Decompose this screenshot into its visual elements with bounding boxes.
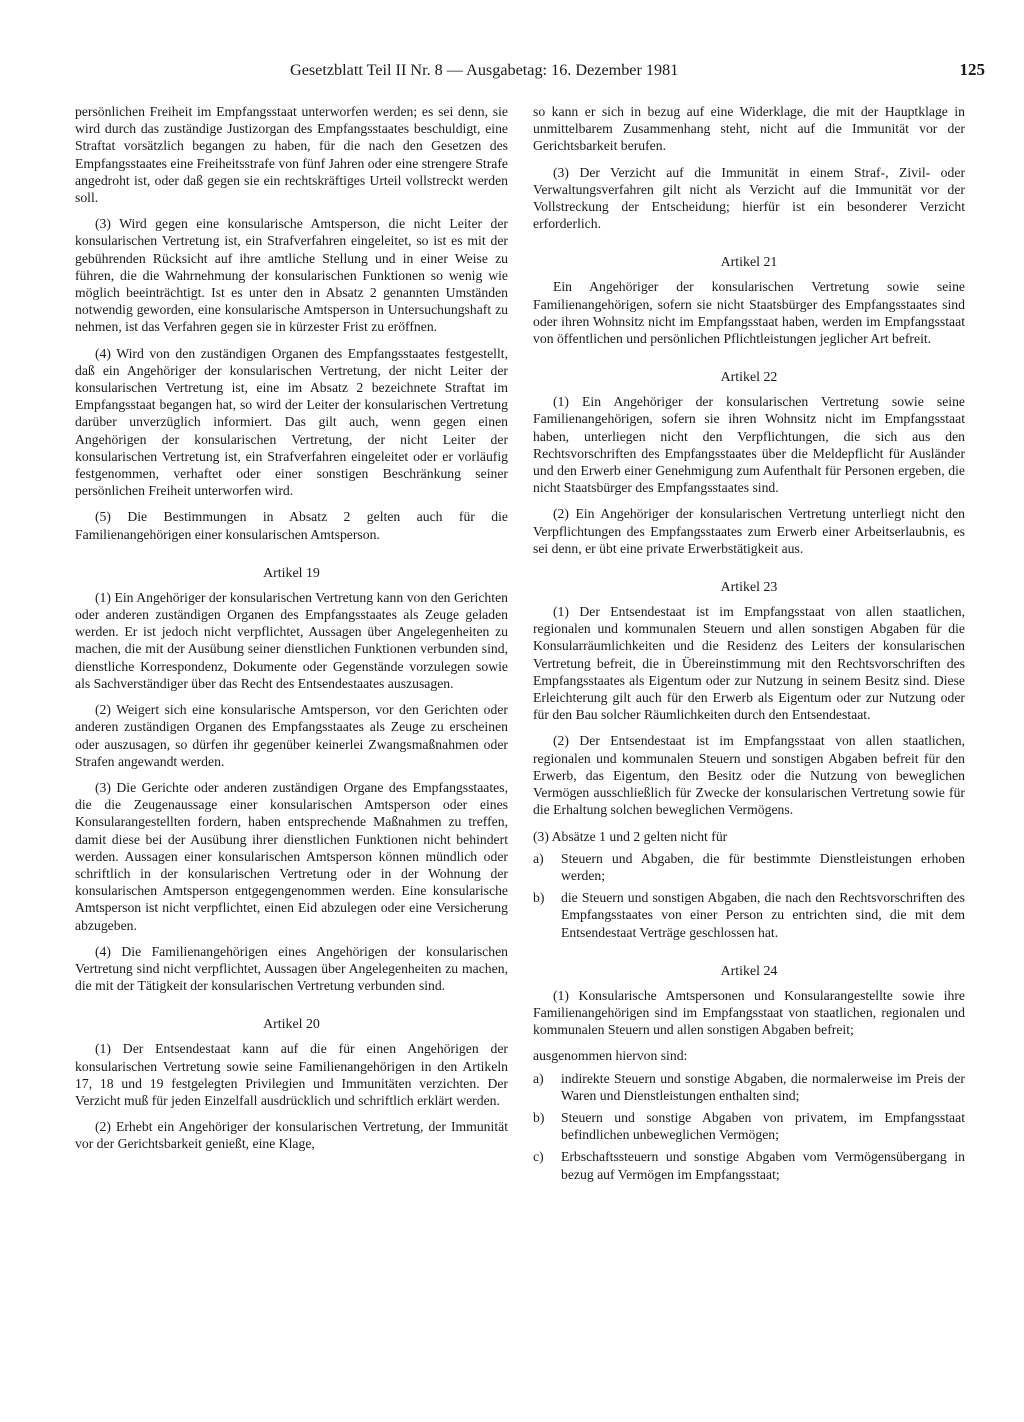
list-item: [533, 1109, 965, 1143]
exemption-list: [533, 850, 965, 941]
list-item: [533, 1070, 965, 1104]
list-marker: a): [533, 850, 544, 866]
list-item-text: Steuern und sonstige Abgaben von privatem, im Empfangsstaat befindlichen unbeweglichen Vermögen;: [561, 1109, 965, 1143]
paragraph: (5) Die Bestimmungen in Absatz 2 gelten auch für die Familienangehörigen einer konsularischen Amtsperson.: [75, 509, 508, 542]
list-item: [533, 1148, 965, 1182]
paragraph: (3) Der Verzicht auf die Immunität in einem Straf-, Zivil- oder Verwaltungsverfahren gilt nicht als Verzicht auf die Immunität vor der Vollstreckung der Entscheidung; hierfür ist ein besonderer Verzicht erforderlich.: [533, 164, 965, 232]
paragraph: (3) Absätze 1 und 2 gelten nicht für: [533, 828, 728, 844]
paragraph: (4) Wird von den zuständigen Organen des Empfangsstaates festgestellt, daß ein Angehöriger der konsularischen Vertretung, der nicht Leiter der konsularischen Vertretung ist, eine im Absatz 2 bezeichnete Straftat im Empfangsstaat begangen hat, so wird der Leiter der konsularischen Vertretung darüber unverzüglich informiert. Das gilt auch, wenn gegen einen Angehörigen der konsularischen Vertretung, der nicht Leiter der konsularischen Vertretung ist, ein Strafverfahren eingeleitet oder er vorläufig festgenommen, verhaftet oder einer sonstigen Beschränkung seiner persönlichen Freiheit unterworfen wird.: [75, 345, 508, 499]
paragraph: (3) Die Gerichte oder anderen zuständigen Organe des Empfangsstaates, die die Zeugenaussage einer konsularischen Amtsperson oder eines Konsularangestellten fordern, haben entsprechende Maßnahmen zu treffen, damit diese bei der Ausübung ihrer dienstlichen Funktionen nicht behindert werden. Aussagen einer konsularischen Amtsperson können mündlich oder schriftlich in der konsularischen Vertretung oder in der Wohnung der konsularischen Amtsperson entgegengenommen werden. Eine konsularische Amtsperson ist nicht verpflichtet, einen Eid abzulegen oder eine Versicherung abzugeben.: [75, 779, 508, 933]
paragraph: Ein Angehöriger der konsularischen Vertretung sowie seine Familienangehörigen, sofern sie nicht Staatsbürger des Empfangsstaates sind oder ihren Wohnsitz nicht im Empfangsstaat haben, werden im Empfangsstaat von öffentlichen und persönlichen Pflichtleistungen jeglicher Art befreit.: [533, 279, 965, 347]
list-item-text: Erbschaftssteuern und sonstige Abgaben vom Vermögensübergang in bezug auf Vermögen im Empfangsstaat;: [561, 1149, 965, 1182]
paragraph: (1) Der Entsendestaat kann auf die für einen Angehörigen der konsularischen Vertretung sowie seine Familienangehörigen in den Artikeln 17, 18 und 19 festgelegten Privilegien und Immunitäten verzichten. Der Verzicht muß für jeden Einzelfall ausdrücklich und schriftlich erklärt werden.: [75, 1041, 508, 1108]
paragraph: (3) Wird gegen eine konsularische Amtsperson, die nicht Leiter der konsularischen Vertretung ist, ein Strafverfahren eingeleitet, so ist es mit der gebührenden Rücksicht auf ihre amtliche Stellung und in einer Weise zu führen, die die Wahrnehmung der konsularischen Funktionen so wenig wie möglich beeinträchtigt. Ist es unter den in Absatz 2 genannten Umständen notwendig geworden, eine konsularische Amtsperson in Untersuchungshaft zu nehmen, ist das Verfahren gegen sie in kürzester Frist zu eröffnen.: [75, 216, 508, 335]
paragraph: (4) Die Familienangehörigen eines Angehörigen der konsularischen Vertretung sind nicht verpflichtet, Aussagen über Angelegenheiten zu machen, die mit der Tätigkeit der konsularischen Vertretung verbunden sind.: [75, 943, 508, 994]
running-title: Gesetzblatt Teil II Nr. 8 — Ausgabetag: 16. Dezember 1981: [290, 61, 679, 79]
list-item: [533, 850, 965, 884]
paragraph: (2) Ein Angehöriger der konsularischen Vertretung unterliegt nicht den Verpflichtungen des Empfangsstaates zum Erwerb einer Arbeitserlaubnis, es sei denn, er übt eine private Erwerbstätigkeit aus.: [533, 506, 965, 556]
exception-list: [533, 1070, 965, 1183]
article-heading: Artikel 23: [720, 580, 778, 596]
right-column: [533, 103, 965, 1191]
list-item: [533, 889, 965, 941]
continued-paragraph: persönlichen Freiheit im Empfangsstaat unterworfen werden; es sei denn, sie wird durch das zuständige Justizorgan des Empfangsstaates beschuldigt, eine Straftat vorsätzlich begangen zu haben, für die nach den Gesetzen des Empfangsstaates eine Freiheitsstrafe von fünf Jahren oder eine strengere Strafe angedroht ist, oder daß gegen sie ein rechtskräftiges Urteil vollstreckt werden soll.: [75, 104, 508, 206]
left-column: [75, 103, 508, 1162]
article-heading: Artikel 19: [263, 565, 320, 581]
paragraph: (1) Ein Angehöriger der konsularischen Vertretung sowie seine Familienangehörigen, sofern sie ihren Wohnsitz nicht im Empfangsstaat haben, unterliegen nicht den Verpflichtungen, die sich aus den Rechtsvorschriften des Empfangsstaates über die Meldepflicht für Ausländer und den Erwerb einer Genehmigung zum Aufenthalt für Personen ergeben, die nicht Staatsbürger des Empfangsstaates sind.: [533, 394, 965, 496]
list-marker: a): [533, 1070, 544, 1086]
list-marker: b): [533, 1109, 545, 1125]
page-number: 125: [959, 60, 985, 79]
paragraph: ausgenommen hiervon sind:: [533, 1048, 688, 1064]
paragraph: (1) Ein Angehöriger der konsularischen Vertretung kann von den Gerichten oder anderen zuständigen Organen des Empfangsstaates als Zeuge geladen werden. Er ist jedoch nicht verpflichtet, Aussagen über Angelegenheiten zu machen, die mit der Ausübung seiner dienstlichen Funktionen verbunden sind, dienstliche Korrespondenz, Dokumente oder Gegenstände vorzulegen sowie als Sachverständiger über das Recht des Entsendestaates auszusagen.: [75, 589, 508, 691]
article-heading: Artikel 22: [720, 370, 778, 386]
continued-paragraph: so kann er sich in bezug auf eine Widerklage, die mit der Hauptklage in unmittelbarem Zusammenhang steht, nicht auf die Immunität vor der Gerichtsbarkeit berufen.: [533, 104, 965, 154]
paragraph: (1) Der Entsendestaat ist im Empfangsstaat von allen staatlichen, regionalen und kommunalen Steuern und allen sonstigen Abgaben für die Konsularräumlichkeiten und die Residenz des Leiters der konsularischen Vertretung befreit, die in Übereinstimmung mit den Rechtsvorschriften des Empfangsstaates als Eigentum oder zur Nutzung in seinem Besitz sind. Diese Erleichterung gilt auch für den Erwerb als Eigentum oder zur Nutzung oder für den Bau solcher Räumlichkeiten durch den Entsendestaat.: [533, 604, 965, 723]
paragraph: (2) Der Entsendestaat ist im Empfangsstaat von allen staatlichen, regionalen und kommunalen Steuern und sonstigen Abgaben befreit für den Erwerb, das Eigentum, den Besitz oder die Nutzung von beweglichen Vermögen ausschließlich für Zwecke der konsularischen Vertretung sowie für die Erhaltung solchen beweglichen Vermögens.: [533, 733, 965, 818]
list-marker: c): [533, 1149, 544, 1165]
list-item-text: Steuern und Abgaben, die für bestimmte Dienstleistungen erhoben werden;: [561, 850, 965, 883]
list-item-text: indirekte Steuern und sonstige Abgaben, die normalerweise im Preis der Waren und Dienstleistungen enthalten sind;: [561, 1070, 965, 1103]
paragraph: (2) Weigert sich eine konsularische Amtsperson, vor den Gerichten oder anderen zuständigen Organen des Empfangsstaates als Zeuge zu erscheinen oder auszusagen, so dürfen ihr gegenüber keinerlei Zwangsmaßnahmen oder Strafen angewandt werden.: [75, 702, 508, 769]
paragraph: (1) Konsularische Amtspersonen und Konsularangestellte sowie ihre Familienangehörigen sind im Empfangsstaat von staatlichen, regionalen und kommunalen Steuern und allen sonstigen Abgaben befreit;: [533, 987, 965, 1038]
list-item-text: die Steuern und sonstigen Abgaben, die nach den Rechtsvorschriften des Empfangsstaates von einer Person zu entrichten sind, die mit dem Entsendestaat Verträge geschlossen hat.: [561, 890, 965, 940]
article-heading: Artikel 24: [720, 963, 778, 979]
article-heading: Artikel 21: [720, 255, 778, 271]
article-heading: Artikel 20: [263, 1017, 320, 1033]
paragraph: (2) Erhebt ein Angehöriger der konsularischen Vertretung, der Immunität vor der Gerichtsbarkeit genießt, eine Klage,: [75, 1119, 508, 1152]
list-marker: b): [533, 890, 545, 906]
